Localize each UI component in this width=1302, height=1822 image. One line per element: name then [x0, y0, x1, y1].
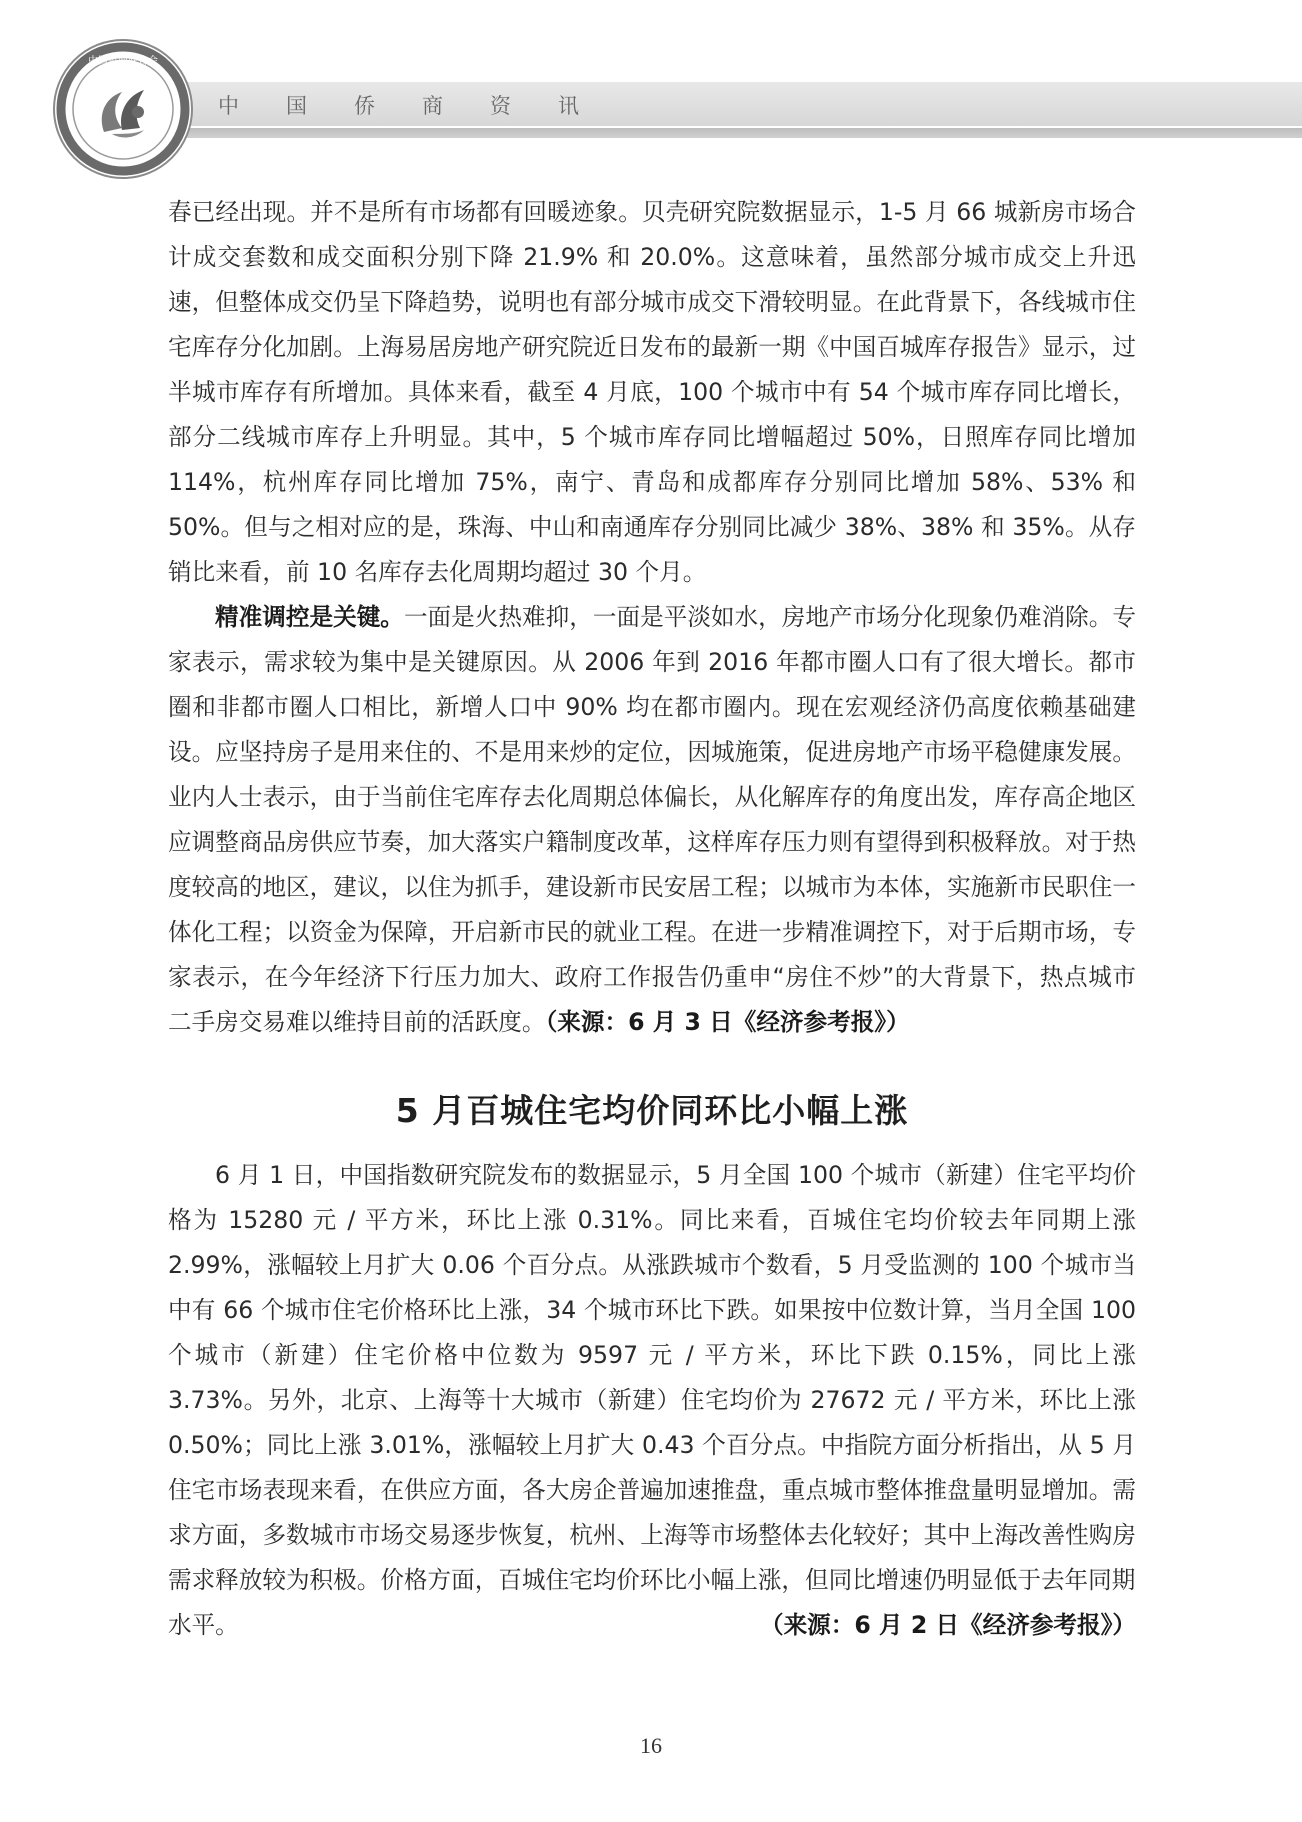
article1-source: （来源：6 月 3 日《经济参考报》）: [545, 1008, 910, 1036]
header-band-shadow: [85, 128, 1302, 138]
article2-paragraph: 6 月 1 日，中国指数研究院发布的数据显示，5 月全国 100 个城市（新建）住宅平均价格为 15280 元 / 平方米，环比上涨 0.31%。同比来看，百城住宅均价较去年同期上涨 2.99%，涨幅较上月扩大 0.06 个百分点。从涨跌城市个数看，5 月受监测的 100 个城市当中有 66 个城市住宅价格环比上涨，34 个城市环比下跌。如果按中位数计算，当月全国 100 个城市（新建）住宅价格中位数为 9597 元 / 平方米，环比下跌 0.15%，同比上涨 3.73%。另外，北京、上海等十大城市（新建）住宅均价为 27672 元 / 平方米，环比上涨 0.50%；同比上涨 3.01%，涨幅较上月扩大 0.43 个百分点。中指院方面分析指出，从 5 月住宅市场表现来看，在供应方面，各大房企普遍加速推盘，重点城市整体推盘量明显增加。需求方面，多数城市市场交易逐步恢复，杭州、上海等市场整体去化较好；其中上海改善性购房需求释放较为积极。价格方面，百城住宅均价环比小幅上涨，但同比增速仍明显低于去年同期: [168, 1161, 1136, 1594]
article-body: [168, 190, 1136, 1648]
logo-text: 中国侨商联合会: [88, 56, 158, 67]
publication-title-char: 讯: [558, 94, 579, 118]
publication-title: [218, 90, 626, 120]
article1-paragraph-2: [168, 595, 1136, 1045]
page-number: 16: [640, 1733, 662, 1758]
article2-last-words: 水平。: [168, 1611, 239, 1639]
publication-title-char: 商: [422, 94, 443, 118]
page-header: [0, 0, 1302, 190]
article2-closing-line: [168, 1603, 1136, 1648]
article2-title: 5 月百城住宅均价同环比小幅上涨: [395, 1091, 909, 1130]
paragraph-lead: 精准调控是关键。: [215, 603, 404, 631]
paragraph-body: 一面是火热难抑，一面是平淡如水，房地产市场分化现象仍难消除。专家表示，需求较为集中是关键原因。从 2006 年到 2016 年都市圈人口有了很大增长。都市圈和非都市圈人口相比，新增人口中 90% 均在都市圈内。现在宏观经济仍高度依赖基础建设。应坚持房子是用来住的、不是用来炒的定位，因城施策，促进房地产市场平稳健康发展。业内人士表示，由于当前住宅库存去化周期总体偏长，从化解库存的角度出发，库存高企地区应调整商品房供应节奏，加大落实户籍制度改革，这样库存压力则有望得到积极释放。对于热度较高的地区，建议，以住为抓手，建设新市民安居工程；以城市为本体，实施新市民职住一体化工程；以资金为保障，开启新市民的就业工程。在进一步精准调控下，对于后期市场，专家表示，在今年经济下行压力加大、政府工作报告仍重申“房住不炒”的大背景下，热点城市二手房交易难以维持目前的活跃度。: [168, 603, 1137, 1036]
publication-title-char: 侨: [354, 94, 375, 118]
article1-paragraph: 春已经出现。并不是所有市场都有回暖迹象。贝壳研究院数据显示，1-5 月 66 城新房市场合计成交套数和成交面积分别下降 21.9% 和 20.0%。这意味着，虽然部分城市成交上升迅速，但整体成交仍呈下降趋势，说明也有部分城市成交下滑较明显。在此背景下，各线城市住宅库存分化加剧。上海易居房地产研究院近日发布的最新一期《中国百城库存报告》显示，过半城市库存有所增加。具体来看，截至 4 月底，100 个城市中有 54 个城市库存同比增长，部分二线城市库存上升明显。其中，5 个城市库存同比增幅超过 50%，日照库存同比增加 114%，杭州库存同比增加 75%，南宁、青岛和成都库存分别同比增加 58%、53% 和 50%。但与之相对应的是，珠海、中山和南通库存分别同比减少 38%、38% 和 35%。从存销比来看，前 10 名库存去化周期均超过 30 个月。: [168, 198, 1136, 586]
publication-title-char: 资: [490, 94, 511, 118]
federation-logo-icon: [52, 38, 194, 180]
article2-source: （来源：6 月 2 日《经济参考报》）: [760, 1611, 1136, 1639]
publication-title-char: 国: [286, 94, 307, 118]
publication-title-char: 中: [218, 94, 239, 118]
